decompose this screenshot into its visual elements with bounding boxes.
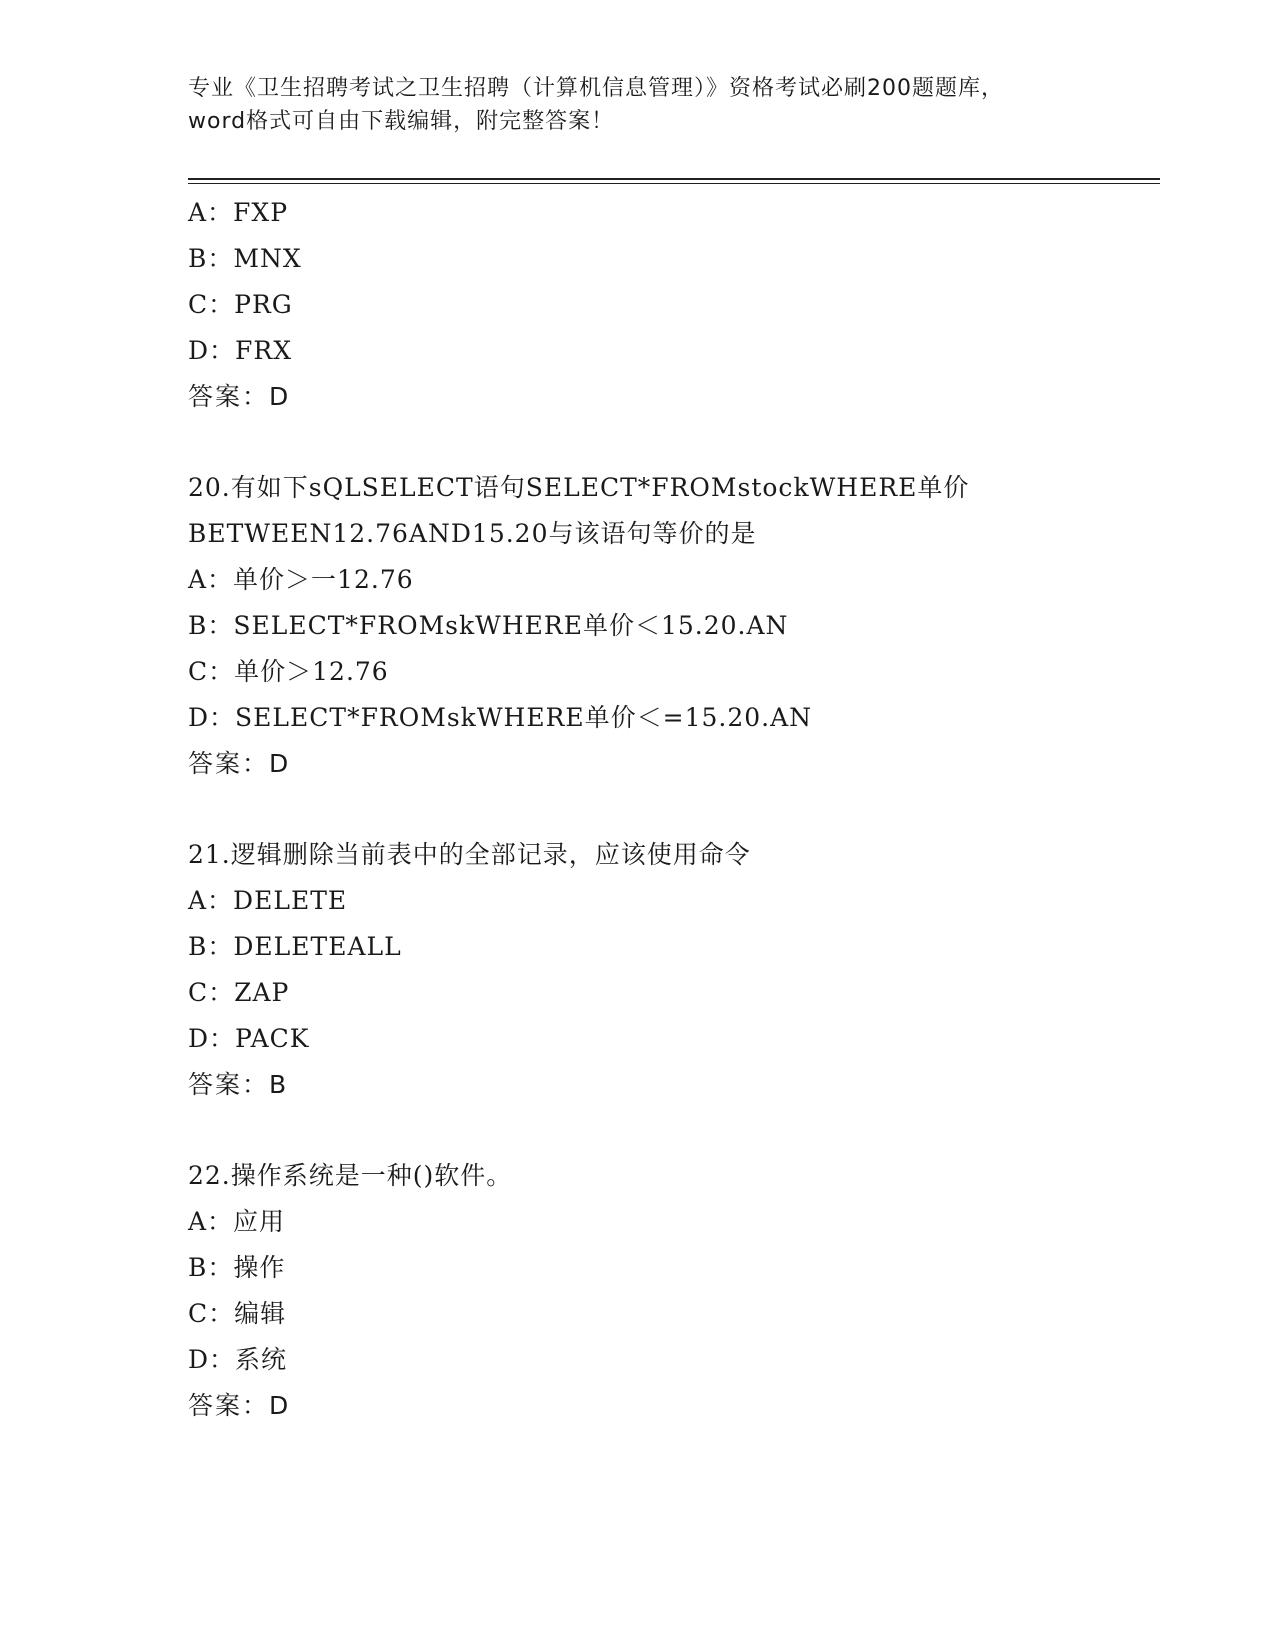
header-line-2: word格式可自由下载编辑，附完整答案！: [188, 109, 615, 134]
page-header: [188, 72, 1088, 138]
answer: 答案：D: [188, 382, 291, 411]
option-b: B：操作: [188, 1253, 286, 1282]
answer: 答案：D: [188, 749, 291, 778]
answer: 答案：B: [188, 1070, 289, 1099]
option-c: C：编辑: [188, 1299, 287, 1328]
question-stem: 21.逻辑删除当前表中的全部记录，应该使用命令: [188, 840, 751, 869]
option-d: D：SELECT*FROMskWHERE单价＜=15.20.AN: [188, 703, 813, 732]
option-b: B：MNX: [188, 244, 302, 273]
option-d: D：FRX: [188, 336, 293, 365]
question-21: [188, 832, 1160, 1108]
option-a: A：应用: [188, 1207, 286, 1236]
document-content: [188, 190, 1160, 1429]
option-a: A：FXP: [188, 198, 289, 227]
question-19-continued: [188, 190, 1160, 420]
option-c: C：单价＞12.76: [188, 657, 389, 686]
header-rule-top: [188, 178, 1160, 180]
header-line-1: 专业《卫生招聘考试之卫生招聘（计算机信息管理）》资格考试必刷200题题库，: [188, 76, 1004, 101]
question-20: [188, 465, 1160, 787]
question-stem: 22.操作系统是一种()软件。: [188, 1161, 513, 1190]
answer: 答案：D: [188, 1391, 291, 1420]
option-b: B：DELETEALL: [188, 932, 402, 961]
option-a: A：DELETE: [188, 886, 348, 915]
option-d: D：PACK: [188, 1024, 310, 1053]
question-stem-continued: BETWEEN12.76AND15.20与该语句等价的是: [188, 519, 757, 548]
option-c: C：PRG: [188, 290, 293, 319]
option-a: A：单价＞一12.76: [188, 565, 414, 594]
option-c: C：ZAP: [188, 978, 290, 1007]
option-b: B：SELECT*FROMskWHERE单价＜15.20.AN: [188, 611, 789, 640]
header-rule-bottom: [188, 183, 1160, 184]
option-d: D：系统: [188, 1345, 288, 1374]
question-22: [188, 1153, 1160, 1429]
question-stem: 20.有如下sQLSELECT语句SELECT*FROMstockWHERE单价: [188, 473, 970, 502]
